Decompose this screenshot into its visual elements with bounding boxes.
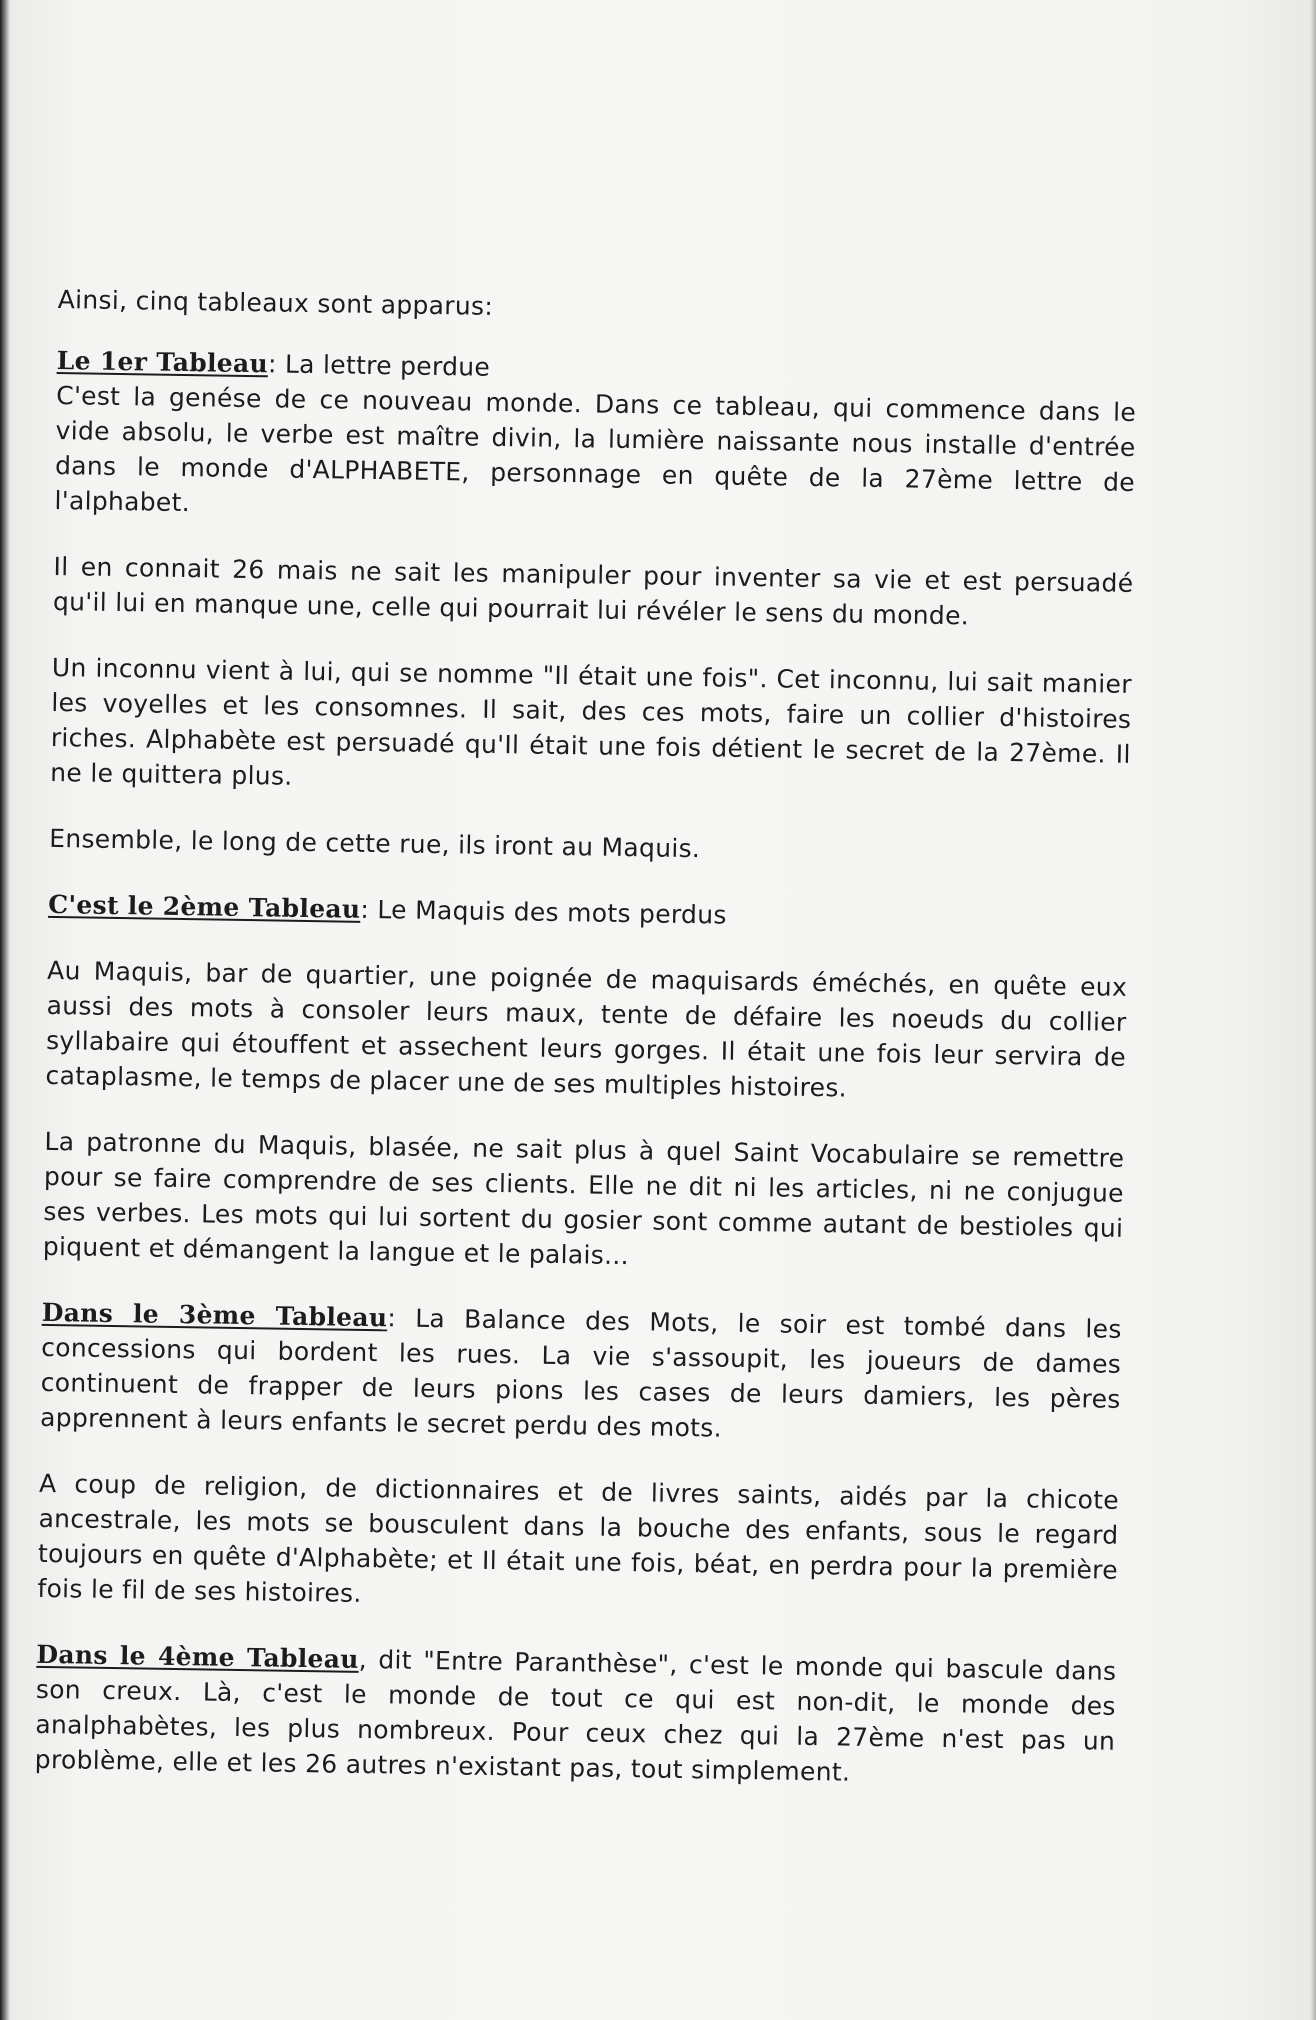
tableau-3-text: La Balance des Mots, le soir est tombé dans les concessions qui bordent les rues. La vie s'assoupit, les joueurs de dames continuent de frapper de leurs pions les cases de leurs damiers, les pères apprennent à leurs enfants le secret perdu des mots. [39, 1303, 1122, 1443]
intro-line: Ainsi, cinq tableaux sont apparus: [57, 284, 494, 321]
tableau-4-label: Dans le 4ème Tableau [36, 1639, 359, 1674]
page-text [35, 282, 1138, 1794]
tableau-1-label: Le 1er Tableau [56, 345, 269, 379]
tableau-4-paragraph [35, 1637, 1117, 1794]
tableau-1-title: La lettre perdue [284, 349, 491, 382]
tableau-3-label: Dans le 3ème Tableau [41, 1297, 388, 1333]
tableau-1-paragraph-4: Ensemble, le long de cette rue, ils iront au Maquis. [49, 823, 701, 864]
tableau-1-paragraph-1: C'est la genése de ce nouveau monde. Dans ce tableau, qui commence dans le vide absolu, le verbe est maître divin, la lumière naissante nous installe d'entrée dans le monde d'ALPHABETE, personnage en quête de la 27ème lettre de l'alphabet. [54, 380, 1137, 518]
tableau-1-paragraph-3: Un inconnu vient à lui, qui se nomme "Il était une fois". Cet inconnu, lui sait manier les voyelles et les consomnes. Il sait, des ces mots, faire un collier d'histoires riches. Alphabète est persuadé qu'Il était une fois détient le secret de la 27ème. Il ne le quittera plus. [50, 652, 1133, 791]
tableau-2-paragraph-2: La patronne du Maquis, blasée, ne sait plus à quel Saint Vocabulaire se remettre pour se faire comprendre de ses clients. Elle ne dit ni les articles, ni ne conjugue ses verbes. Les mots qui lui sortent du gosier sont comme autant de bestioles qui piquent et démangent la langue et le palais... [42, 1126, 1125, 1271]
tableau-4-separator: , [358, 1644, 379, 1675]
tableau-3-separator: : [387, 1303, 416, 1333]
tableau-2-title: Le Maquis des mots perdus [377, 895, 727, 930]
tableau-1-paragraph-2: Il en connait 26 mais ne sait les manipuler pour inventer sa vie et est persuadé qu'il lui en manque une, celle qui pourrait lui révéler le sens du monde. [52, 551, 1134, 631]
tableau-4-text: dit "Entre Paranthèse", c'est le monde qui bascule dans son creux. Là, c'est le monde de tout ce qui est non-dit, le monde des analphabètes, les plus nombreux. Pour ceux chez qui la 27ème n'est pas un problème, elle et les 26 autres n'existant pas, tout simplement. [34, 1645, 1117, 1787]
tableau-1-separator: : [267, 349, 286, 379]
tableau-2-label: C'est le 2ème Tableau [47, 889, 361, 924]
tableau-2-paragraph-1: Au Maquis, bar de quartier, une poignée de maquisards éméchés, en quête eux aussi des mots à consoler leurs maux, tente de défaire les noeuds du collier syllabaire qui étouffent et assechent leurs gorges. Il était une fois leur servira de cataplasme, le temps de placer une de ses multiples histoires. [45, 955, 1128, 1103]
tableau-2-separator: : [360, 894, 378, 925]
tableau-3-paragraph-1 [40, 1295, 1122, 1452]
tableau-3-paragraph-2: A coup de religion, de dictionnaires et de livres saints, aidés par la chicote ancestrale, les mots se bousculent dans la bouche des enfants, sous le regard toujours en quête d'Alphabète; et Il était une fois, béat, en perdra pour la première fois le fil de ses histoires. [37, 1468, 1120, 1608]
tableau-2-heading [48, 887, 1128, 939]
